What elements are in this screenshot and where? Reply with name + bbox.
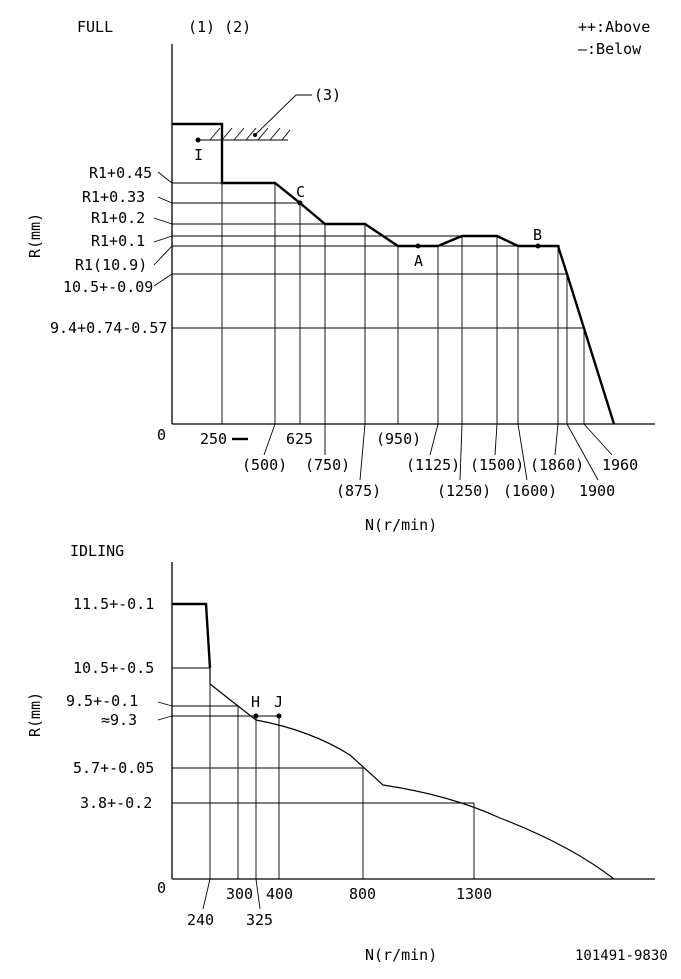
full-title: FULL [77, 18, 114, 36]
legend-above: ++:Above [578, 18, 651, 36]
full-notes: (1) (2) [188, 18, 252, 36]
full-x-label: (750) [305, 456, 351, 474]
idling-x-label: 240 [187, 911, 215, 929]
idling-y-label: 10.5+-0.5 [73, 659, 155, 677]
idling-x-label: 800 [349, 885, 377, 903]
leader [555, 424, 558, 455]
full-x-label: 250 [200, 430, 228, 448]
full-x-label: 1960 [602, 456, 639, 474]
idling-origin: 0 [157, 879, 167, 897]
point-b-marker [536, 244, 541, 249]
leader [158, 172, 172, 183]
full-y-label: 10.5+-0.09 [63, 278, 154, 296]
idling-y-label: 5.7+-0.05 [73, 759, 155, 777]
leader [154, 246, 172, 265]
idling-x-label: 300 [226, 885, 254, 903]
idling-y-label: ≈9.3 [101, 711, 138, 729]
full-chart [26, 44, 655, 534]
full-x-label: (500) [242, 456, 288, 474]
leader [158, 716, 172, 720]
leader [158, 197, 172, 203]
callout-dot [253, 133, 257, 137]
idling-x-label: 400 [266, 885, 294, 903]
point-i-label: I [194, 146, 204, 164]
callout-label: (3) [314, 86, 342, 104]
full-x-label: (1600) [503, 482, 558, 500]
idling-governor-curve [210, 684, 614, 879]
idling-x-label: 1300 [456, 885, 493, 903]
full-x-label: (1500) [470, 456, 525, 474]
idling-y-label: 9.5+-0.1 [66, 692, 139, 710]
full-x-label: 625 [286, 430, 314, 448]
full-x-label: (1860) [530, 456, 585, 474]
point-j-label: J [274, 693, 284, 711]
leader [430, 424, 438, 455]
idling-x-axis-title: N(r/min) [365, 946, 438, 964]
point-i-marker [196, 138, 201, 143]
idling-title: IDLING [70, 542, 125, 560]
full-x-axis-title: N(r/min) [365, 516, 438, 534]
leader [256, 879, 260, 909]
full-y-label: R1(10.9) [75, 256, 148, 274]
leader [154, 274, 172, 286]
idling-curve-top [172, 604, 210, 668]
point-a-marker [416, 244, 421, 249]
leader [360, 424, 365, 480]
full-origin: 0 [157, 426, 167, 444]
full-x-label: (950) [376, 430, 422, 448]
drawing-number: 101491-9830 [575, 948, 668, 964]
idling-y-axis-title: R(mm) [26, 691, 44, 737]
full-y-label: 9.4+0.74-0.57 [50, 319, 168, 337]
leader [158, 702, 172, 706]
full-y-label: R1+0.45 [89, 164, 153, 182]
legend-below: —:Below [578, 40, 642, 58]
full-y-axis-title: R(mm) [26, 212, 44, 258]
leader [154, 218, 172, 224]
full-y-label: R1+0.2 [91, 209, 146, 227]
point-a-label: A [414, 252, 424, 270]
point-c-label: C [296, 183, 306, 201]
full-x-label: 1900 [579, 482, 616, 500]
full-y-label: R1+0.1 [91, 232, 146, 250]
leader [264, 424, 275, 455]
point-h-label: H [251, 693, 261, 711]
point-b-label: B [533, 226, 543, 244]
full-x-label: (1125) [406, 456, 461, 474]
leader [584, 424, 612, 455]
idling-y-label: 3.8+-0.2 [80, 794, 153, 812]
full-x-label: (1250) [437, 482, 492, 500]
leader [203, 879, 210, 909]
leader [154, 236, 172, 242]
leader [460, 424, 462, 480]
idling-x-label: 325 [246, 911, 274, 929]
idling-y-label: 11.5+-0.1 [73, 595, 155, 613]
full-x-label: (875) [336, 482, 382, 500]
full-y-label: R1+0.33 [82, 188, 146, 206]
point-j-marker [277, 714, 282, 719]
callout-leader [255, 95, 312, 135]
point-c-marker [298, 201, 303, 206]
leader [495, 424, 497, 455]
idling-chart [26, 542, 655, 964]
point-h-marker [254, 714, 259, 719]
